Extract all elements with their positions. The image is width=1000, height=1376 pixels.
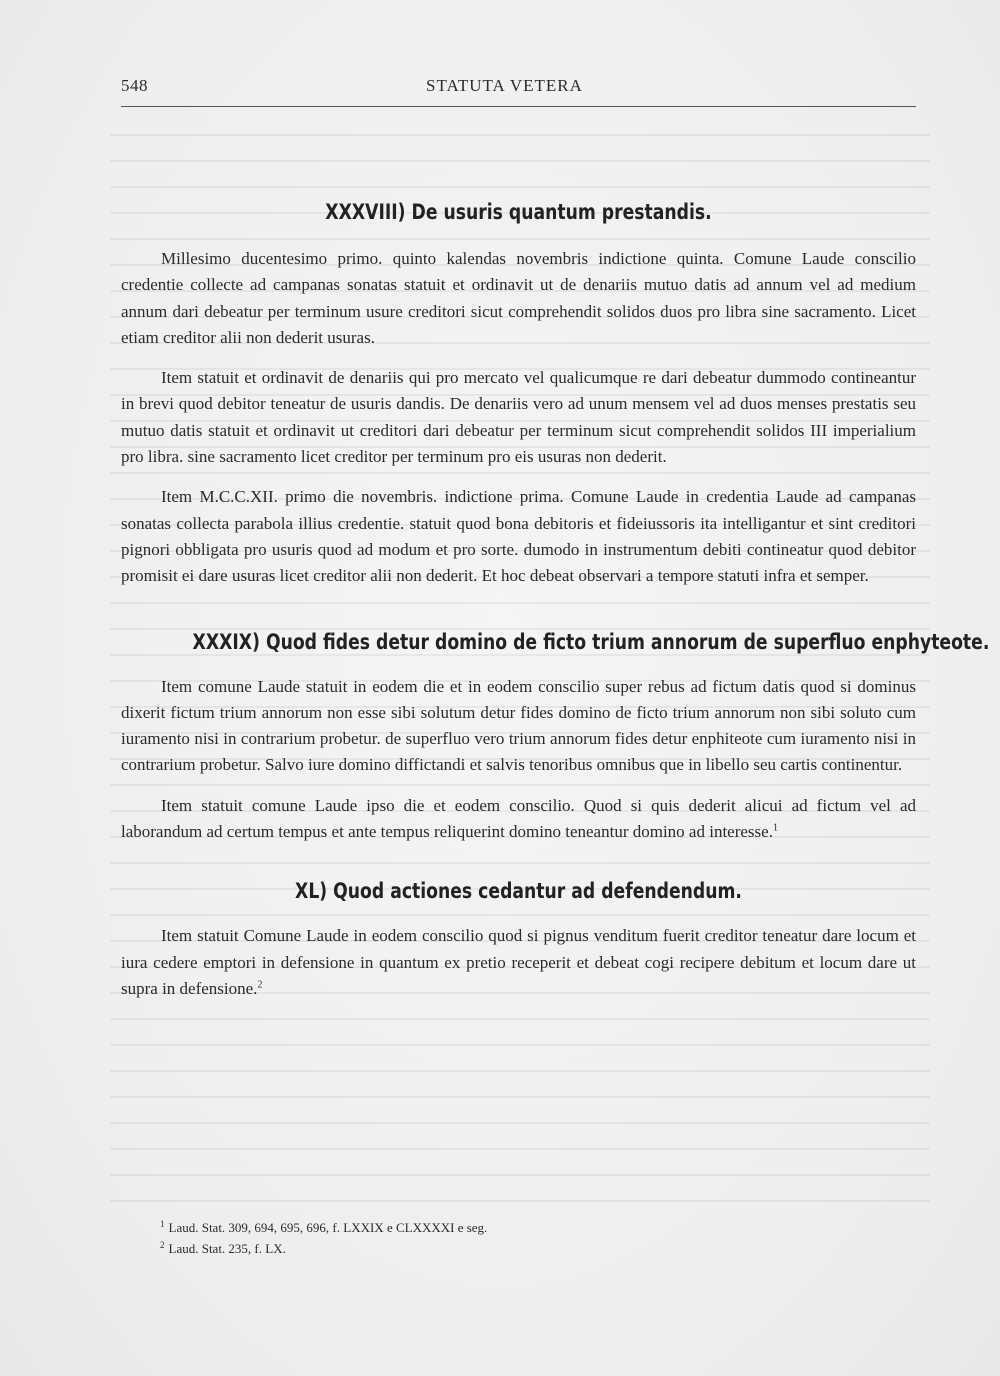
section-number: XL): [295, 879, 328, 904]
footnote-ref: 1: [772, 822, 778, 834]
footnote-1: [160, 1217, 487, 1238]
section-number: XXXVIII): [325, 200, 406, 224]
footnote-text: Laud. Stat. 235, f. LX.: [168, 1241, 286, 1256]
paragraph-text: Item statuit comune Laude ipso die et eodem conscilio. Quod si quis dederit alicui ad fictum vel ad laborandum ad certum tempus et ante tempus reliquerint domino teneantur domino ad interesse.: [121, 795, 916, 842]
section-title: Quod actiones cedantur ad defendendum.: [333, 879, 742, 904]
footnote-mark: 1: [160, 1218, 165, 1229]
footnote-ref: 2: [257, 979, 263, 991]
section-title: De usuris quantum prestandis.: [411, 200, 712, 224]
page-body: [121, 118, 990, 1002]
paragraph-text: Item statuit Comune Laude in eodem conscilio quod si pignus venditum fuerit creditor teneatur dare locum et iura cedere emptori in defensione in quantum ex pretio receperit et debeat cogi recipere debitum et locum dare ut supra in defensione.: [121, 926, 916, 998]
paragraph: [121, 923, 916, 1002]
running-title: STATUTA VETERA: [426, 76, 583, 95]
section-heading-38: [193, 200, 845, 224]
footnote-text: Laud. Stat. 309, 694, 695, 696, f. LXXIX e CLXXXXI e seg.: [168, 1220, 488, 1235]
footnote-2: [160, 1238, 487, 1259]
section-title: Quod fides detur domino de ficto trium annorum de superfluo enphyteote.: [265, 629, 990, 654]
footnotes: [160, 1217, 487, 1259]
page-number: 548: [121, 76, 148, 95]
paragraph: [121, 793, 916, 846]
paragraph: Item M.C.C.XII. primo die novembris. indictione prima. Comune Laude in credentia Laude ad campanas sonatas collecta parabola illius credentie. statuit quod bona debitoris et fideiussoris ita intelligantur et sint creditori pignori obbligata pro usuris quod ad modum et pro sorte. dumodo in instrumentum debiti contineatur quod debitor promisit ei dare usuras licet creditor alii non dederit. Et hoc debeat observari a tempore statuti infra et semper.: [121, 487, 916, 586]
section-number: XXXIX): [192, 629, 260, 654]
footnote-mark: 2: [160, 1239, 165, 1250]
paragraph: Item comune Laude statuit in eodem die et in eodem conscilio super rebus ad fictum datis quod si dominus dixerit fictum trium annorum non esse sibi solutum detur fides domino de ficto trium annorum non sibi soluto cum iuramento nisi in contrarium probetur. de superfluo vero trium annorum fides detur enphiteote cum iuramento nisi in contrarium probetur. Salvo iure domino diffictandi et salvis tenoribus omnibus que in libello seu cartis continentur.: [121, 676, 916, 775]
page-header: [121, 72, 916, 107]
section-heading-40: [193, 879, 845, 903]
paragraph: Millesimo ducentesimo primo. quinto kalendas novembris indictione quinta. Comune Laude conscilio credentie collecte ad campanas sonatas statuit et ordinavit ut de denariis mutuo datis ad annum vel ad medium annum dari debeatur per terminum usure creditori sicut comprehendit solidos duos pro libra sine sacramento. Licet etiam creditor alii non dederit usuras.: [121, 249, 916, 347]
section-heading-39: [192, 629, 990, 654]
paragraph: Item statuit et ordinavit de denariis qui pro mercato vel qualicumque re dari debeatur dummodo contineantur in brevi quod debitor teneatur de usuris dandis. De denariis vero ad unum mensem vel ad duos menses prestatis seu mutuo datis statuit et ordinavit ut creditori dari debeatur per terminum sicut comprehendit solidos III imperialium pro libra. sine sacramento licet creditor per terminum pro eis usuras non dederit.: [121, 368, 916, 467]
